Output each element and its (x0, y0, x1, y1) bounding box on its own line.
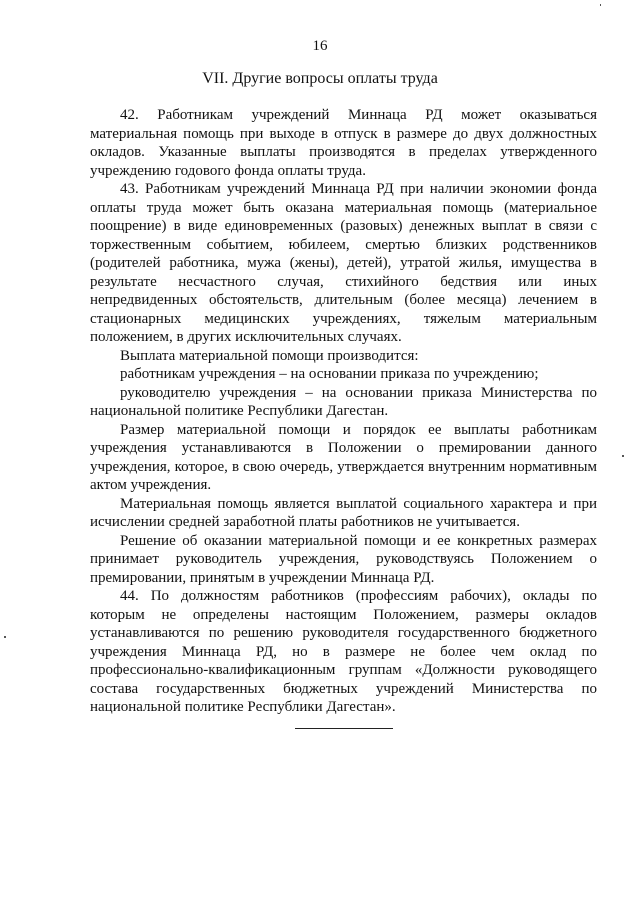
paragraph-payment-staff: работникам учреждения – на основании приказа по учреждению; (120, 366, 539, 382)
paragraph-payment-intro: Выплата материальной помощи производится: (120, 347, 419, 364)
page-number: 16 (312, 38, 328, 54)
section-title: VII. Другие вопросы оплаты труда (202, 70, 438, 87)
paragraph-44: 44. По должностям работников (профессиям рабочих), оклады по которым не определены настоящим Положением, размеры окладов устанавливаются по решению руководителя государственного бюджетного учреждения Миннаца РД, но в размере не более чем оклад по профессионально-квалификационным группам «Должности руководящего состава государственных бюджетных учреждений Министерства по национальной политике Республики Дагестан». (90, 588, 597, 715)
paragraph-43: 43. Работникам учреждений Миннаца РД при наличии экономии фонда оплаты труда может быть оказана материальная помощь (материальное поощрение) в виде единовременных (разовых) денежных выплат в связи с торжественным событием, юбилеем, смертью близких родственников (родителей работника, мужа (жены), детей), утратой жилья, имущества в результате несчастного случая, стихийного бедствия или иных непредвиденных обстоятельств, длительным (более месяца) лечением в стационарных медицинских учреждениях, тяжелым материальным положением, в других исключительных случаях. (90, 181, 597, 345)
footer-rule (295, 728, 393, 729)
scan-mark (4, 636, 6, 638)
paragraph-payment-head: руководителю учреждения – на основании приказа Министерства по национальной политике Республики Дагестан. (90, 384, 597, 419)
scan-mark (600, 4, 601, 6)
scan-mark (622, 455, 624, 457)
document-body (90, 106, 597, 717)
paragraph-42: 42. Работникам учреждений Миннаца РД может оказываться материальная помощь при выходе в отпуск в размере до двух должностных окладов. Указанные выплаты производятся в пределах утвержденного учреждению годового фонда оплаты труда. (90, 107, 597, 179)
paragraph-social-nature: Материальная помощь является выплатой социального характера и при исчислении средней заработной платы работников не учитывается. (90, 495, 597, 530)
paragraph-decision: Решение об оказании материальной помощи и ее конкретных размерах принимает руководитель учреждения, руководствуясь Положением о премировании, принятым в учреждении Миннаца РД. (90, 532, 597, 586)
paragraph-payment-size: Размер материальной помощи и порядок ее выплаты работникам учреждения устанавливаются в Положении о премировании данного учреждения, которое, в свою очередь, утверждается внутренним нормативным актом учреждения. (90, 421, 597, 493)
